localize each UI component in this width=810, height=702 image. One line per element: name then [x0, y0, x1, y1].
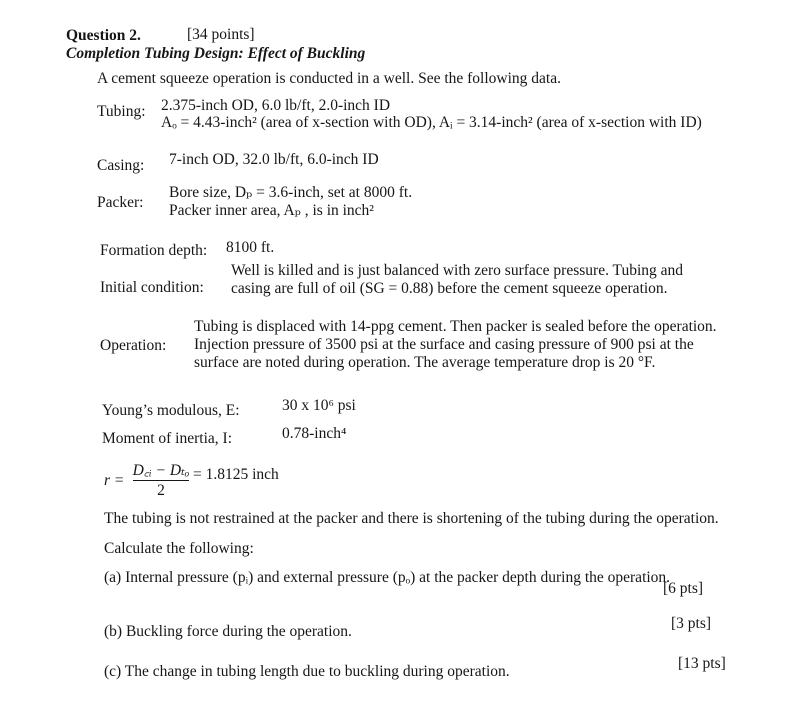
formula-denominator: 2 — [157, 482, 165, 499]
casing-label: Casing: — [97, 157, 145, 174]
calculate-heading: Calculate the following: — [104, 540, 254, 557]
tubing-line-2: Aₒ = 4.43-inch² (area of x-section with OD), Aᵢ = 3.14-inch² (area of x-section with ID) — [161, 114, 702, 131]
intro-text: A cement squeeze operation is conducted in a well. See the following data. — [97, 70, 561, 87]
operation-line-3: surface are noted during operation. The average temperature drop is 20 °F. — [194, 354, 656, 371]
formula-numerator: D꜀ᵢ − Dₜₒ — [132, 462, 190, 479]
tubing-line-1: 2.375-inch OD, 6.0 lb/ft, 2.0-inch ID — [161, 97, 391, 114]
question-b-points: [3 pts] — [671, 615, 712, 632]
question-c-points: [13 pts] — [678, 655, 726, 672]
packer-label: Packer: — [97, 194, 144, 211]
tubing-label: Tubing: — [97, 103, 146, 120]
initial-condition-label: Initial condition: — [100, 279, 204, 296]
initial-condition-line-2: casing are full of oil (SG = 0.88) before the cement squeeze operation. — [231, 280, 668, 297]
question-a-points: [6 pts] — [663, 580, 704, 597]
packer-line-1: Bore size, Dₚ = 3.6-inch, set at 8000 ft. — [169, 184, 413, 201]
question-points: [34 points] — [187, 26, 255, 43]
initial-condition-line-1: Well is killed and is just balanced with zero surface pressure. Tubing and — [231, 262, 684, 279]
youngs-modulus-value: 30 x 10⁶ psi — [282, 397, 356, 414]
formation-value: 8100 ft. — [226, 239, 275, 256]
operation-line-1: Tubing is displaced with 14-ppg cement. Then packer is sealed before the operation. — [194, 318, 717, 335]
question-number: Question 2. — [66, 27, 141, 44]
question-b-text: (b) Buckling force during the operation. — [104, 623, 352, 640]
question-a-text: (a) Internal pressure (pᵢ) and external pressure (pₒ) at the packer depth during the operation. — [104, 569, 671, 586]
question-title: Completion Tubing Design: Effect of Buckling — [66, 45, 366, 62]
question-c-text: (c) The change in tubing length due to buckling during operation. — [104, 663, 510, 680]
packer-line-2: Packer inner area, Aₚ , is in inch² — [169, 202, 374, 219]
formation-label: Formation depth: — [100, 242, 208, 259]
casing-value: 7-inch OD, 32.0 lb/ft, 6.0-inch ID — [169, 151, 379, 168]
operation-line-2: Injection pressure of 3500 psi at the surface and casing pressure of 900 psi at the — [194, 336, 694, 353]
formula-lhs: r = — [104, 472, 125, 489]
formula-rhs: = 1.8125 inch — [193, 466, 279, 483]
problem-statement: The tubing is not restrained at the packer and there is shortening of the tubing during the operation. — [104, 510, 719, 527]
formula-fraction — [131, 458, 191, 502]
moment-of-inertia-value: 0.78-inch⁴ — [282, 425, 347, 442]
youngs-modulus-label: Young’s modulous, E: — [102, 402, 240, 419]
moment-of-inertia-label: Moment of inertia, I: — [102, 430, 232, 447]
fraction-bar — [133, 480, 189, 481]
operation-label: Operation: — [100, 337, 167, 354]
